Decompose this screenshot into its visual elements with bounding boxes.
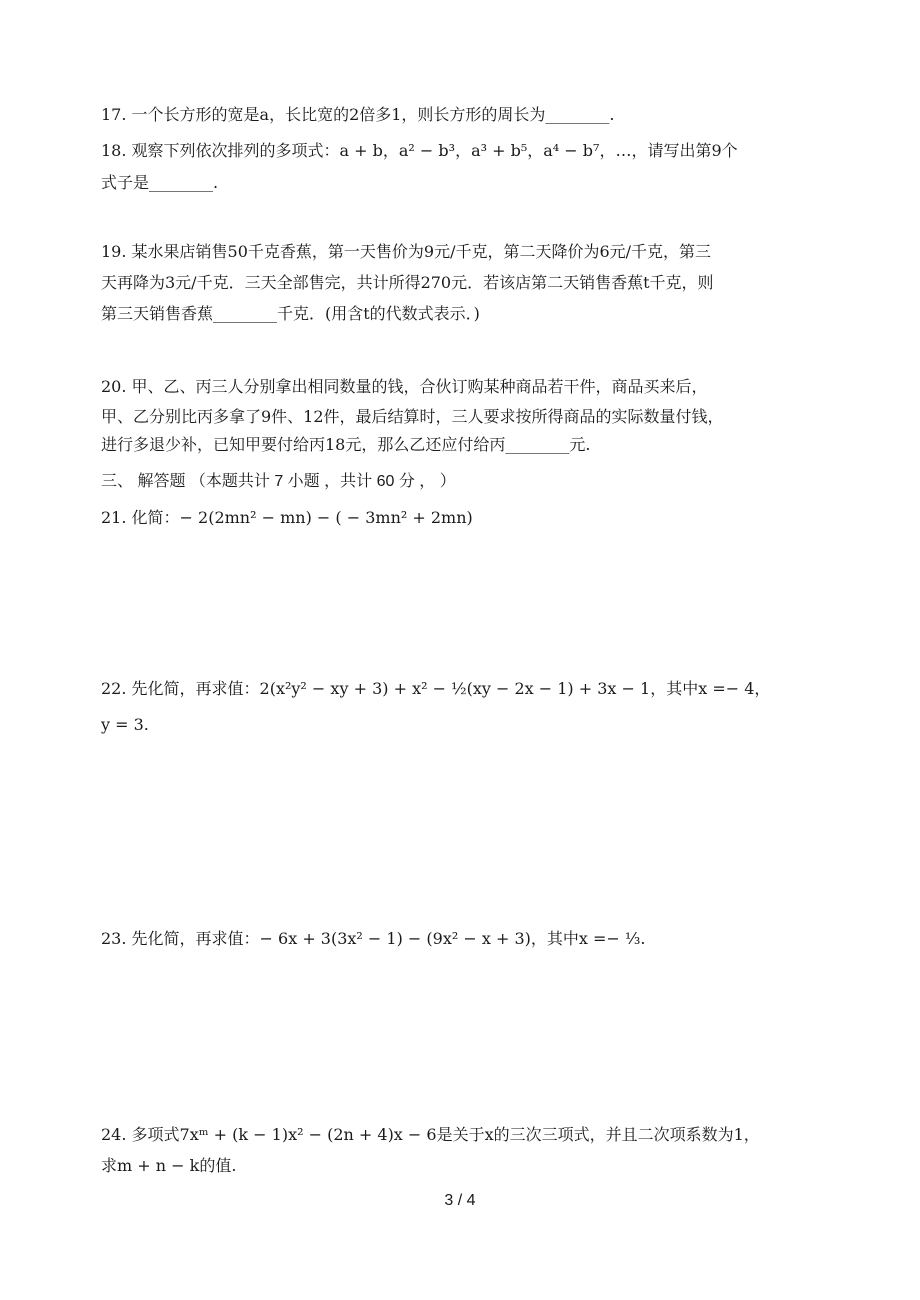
question-17-line-1: 17. 一个长方形的宽是a，长比宽的2倍多1，则长方形的周长为________. xyxy=(101,105,615,124)
question-20-line-2: 甲、乙分别比丙多拿了9件、12件，最后结算时，三人要求按所得商品的实际数量付钱， xyxy=(101,407,724,426)
page-number: 3 / 4 xyxy=(444,1192,476,1209)
section-3-title: 三、 解答题 （本题共计 7 小题 ，共计 60 分 ， ） xyxy=(101,473,456,490)
question-18-line-1: 18. 观察下列依次排列的多项式：a + b，a² − b³，a³ + b⁵，a⁴ − b⁷，…，请写出第9个 xyxy=(101,141,738,160)
question-23-line-1: 23. 先化简，再求值：− 6x + 3(3x² − 1) − (9x² − x + 3)，其中x =− ⅓. xyxy=(101,929,646,948)
question-18-line-2: 式子是________. xyxy=(101,173,219,192)
question-22-line-2: y = 3. xyxy=(101,715,149,734)
question-20-line-3: 进行多退少补，已知甲要付给丙18元，那么乙还应付给丙________元. xyxy=(101,435,591,454)
question-24-line-1: 24. 多项式7xᵐ + (k − 1)x² − (2n + 4)x − 6是关于x的三次三项式，并且二次项系数为1， xyxy=(101,1125,760,1144)
question-19-line-3: 第三天销售香蕉________千克．(用含t的代数式表示．) xyxy=(101,304,480,323)
question-19-line-1: 19. 某水果店销售50千克香蕉，第一天售价为9元/千克，第二天降价为6元/千克，第三 xyxy=(101,242,712,261)
question-19-line-2: 天再降为3元/千克．三天全部售完，共计所得270元．若该店第二天销售香蕉t千克，则 xyxy=(101,273,714,292)
question-20-line-1: 20. 甲、乙、丙三人分别拿出相同数量的钱，合伙订购某种商品若干件，商品买来后， xyxy=(101,377,708,396)
question-21-line-1: 21. 化简：− 2(2mn² − mn) − ( − 3mn² + 2mn) xyxy=(101,508,473,527)
question-24-line-2: 求m + n − k的值. xyxy=(101,1156,237,1175)
question-22-line-1: 22. 先化简，再求值：2(x²y² − xy + 3) + x² − ½(xy − 2x − 1) + 3x − 1，其中x =− 4， xyxy=(101,679,771,698)
